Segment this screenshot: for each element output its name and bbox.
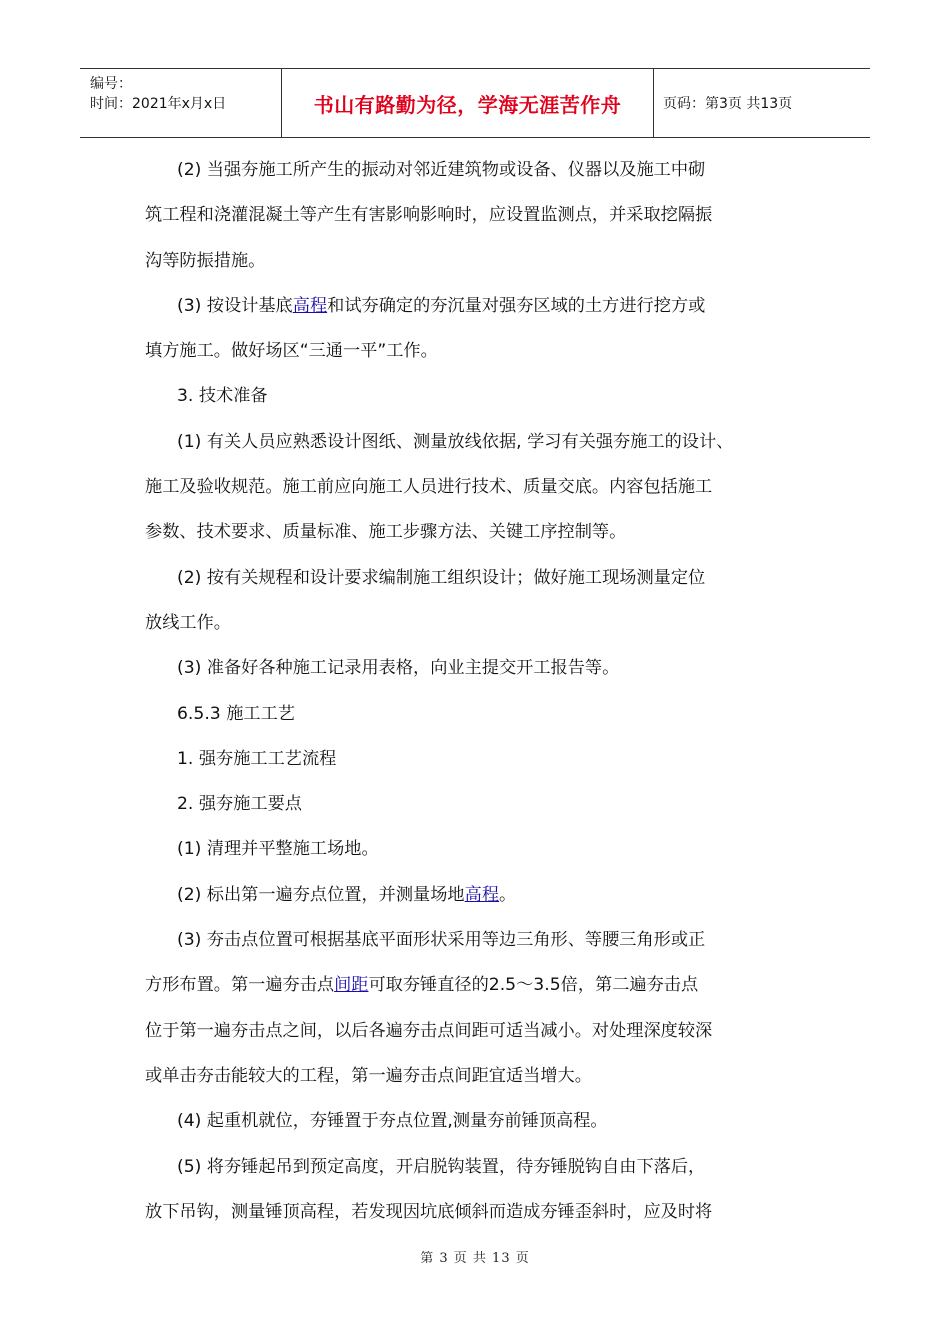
paragraph-line: (1) 有关人员应熟悉设计图纸、测量放线依据, 学习有关强夯施工的设计、 (177, 431, 734, 452)
paragraph-line (145, 873, 815, 918)
paragraph-line: 或单击夯击能较大的工程，第一遍夯击点间距宜适当增大。 (145, 1065, 592, 1086)
header-page-label: 页码：第3页 共13页 (663, 96, 793, 112)
paragraph-line: 参数、技术要求、质量标准、施工步骤方法、关键工序控制等。 (145, 522, 627, 543)
doc-number-label: 编号： (90, 76, 132, 92)
paragraph-line: 放下吊钩，测量锤顶高程，若发现因坑底倾斜而造成夯锤歪斜时，应及时将 (145, 1201, 713, 1222)
text-span: 方形布置。第一遍夯击点 (145, 975, 335, 996)
paragraph-line: 筑工程和浇灌混凝土等产生有害影响影响时，应设置监测点，并采取挖隔振 (145, 205, 713, 226)
paragraph-line: 填方施工。做好场区“三通一平”工作。 (145, 341, 438, 362)
text-span: (2) 标出第一遍夯点位置，并测量场地 (177, 884, 465, 905)
page-footer: 第 3 页 共 13 页 (420, 1251, 530, 1266)
section-heading: 6.5.3 施工工艺 (177, 703, 295, 724)
text-span: 和试夯确定的夯沉量对强夯区域的土方进行挖方或 (327, 295, 706, 316)
paragraph-line (145, 284, 815, 329)
paragraph-line: (3) 准备好各种施工记录用表格，向业主提交开工报告等。 (177, 658, 620, 679)
paragraph-line: (3) 夯击点位置可根据基底平面形状采用等边三角形、等腰三角形或正 (177, 930, 706, 951)
paragraph-line: (2) 按有关规程和设计要求编制施工组织设计；做好施工现场测量定位 (177, 567, 706, 588)
paragraph-line: (2) 当强夯施工所产生的振动对邻近建筑物或设备、仪器以及施工中砌 (177, 160, 706, 180)
time-label: 时间：2021年x月x日 (90, 96, 227, 112)
paragraph-line: (1) 清理并平整施工场地。 (177, 839, 379, 860)
header-motto: 书山有路勤为径，学海无涯苦作舟 (282, 69, 654, 137)
section-heading: 2. 强夯施工要点 (177, 794, 302, 815)
paragraph-line: (5) 将夯锤起吊到预定高度，开启脱钩装置，待夯锤脱钩自由下落后， (177, 1156, 706, 1177)
paragraph-line: 施工及验收规范。施工前应向施工人员进行技术、质量交底。内容包括施工 (145, 477, 713, 498)
paragraph-line: (4) 起重机就位，夯锤置于夯点位置,测量夯前锤顶高程。 (177, 1111, 608, 1132)
link-elevation[interactable]: 高程 (464, 884, 500, 905)
header-table (80, 68, 870, 138)
link-spacing[interactable]: 间距 (334, 975, 369, 996)
section-heading: 3. 技术准备 (177, 386, 268, 407)
text-span: (3) 按设计基底 (177, 295, 293, 316)
header-info-cell (80, 69, 282, 137)
paragraph-line: 位于第一遍夯击点之间，以后各遍夯击点间距可适当减小。对处理深度较深 (145, 1020, 713, 1041)
paragraph-line: 沟等防振措施。 (145, 250, 266, 271)
text-span: 可取夯锤直径的2.5～3.5倍，第二遍夯击点 (368, 975, 699, 996)
link-elevation[interactable]: 高程 (292, 295, 328, 316)
paragraph-line (145, 963, 815, 1008)
paragraph-line: 放线工作。 (145, 612, 231, 633)
text-span: 。 (499, 884, 517, 905)
section-heading: 1. 强夯施工工艺流程 (177, 748, 337, 769)
document-body (145, 148, 815, 1235)
